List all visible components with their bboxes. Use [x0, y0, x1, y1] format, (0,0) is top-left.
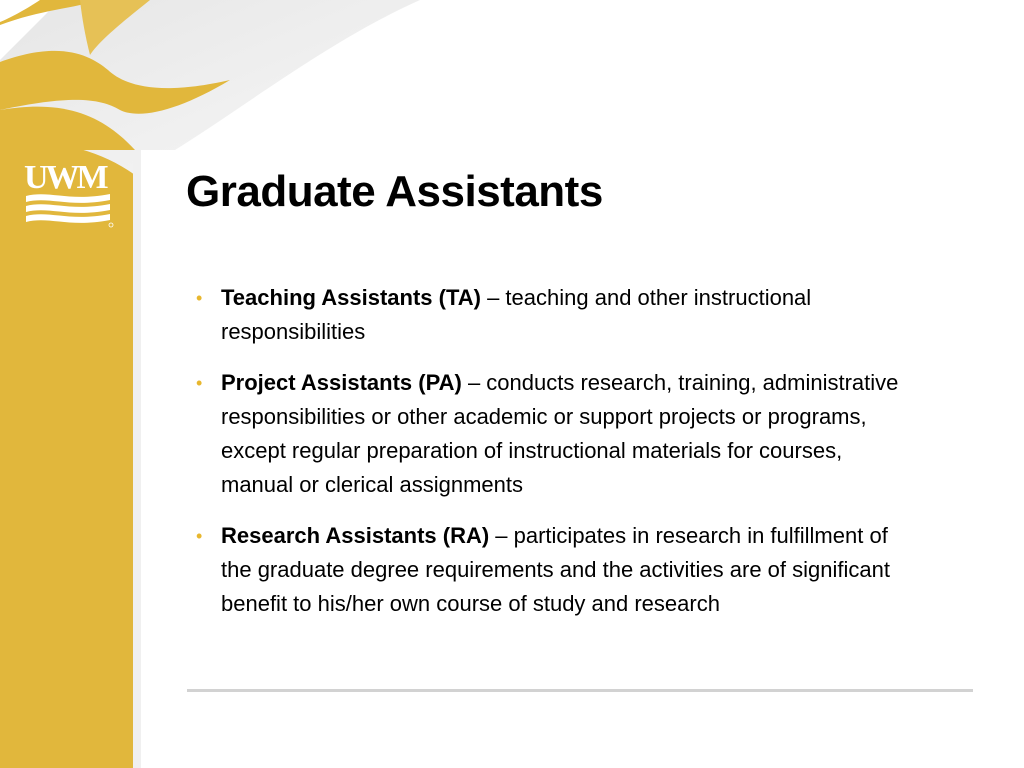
bullet-description: – participates in research in fulfillment of the graduate degree requirements and the activities are of significant benefit to his/her own course of study and research — [221, 523, 890, 616]
bullet-dot-icon: • — [196, 373, 203, 393]
bullet-term: Research Assistants (RA) — [221, 523, 490, 548]
gold-sidebar — [0, 150, 135, 768]
bullet-item-ta — [196, 281, 916, 349]
bullet-item-ra — [196, 519, 916, 621]
uwm-logo-text: UWM — [24, 159, 106, 196]
bullet-list — [196, 281, 916, 638]
bullet-dot-icon: • — [196, 288, 203, 308]
bullet-dot-icon: • — [196, 526, 203, 546]
bullet-term: Teaching Assistants (TA) — [221, 285, 481, 310]
bullet-description: – conducts research, training, administrative responsibilities or other academic or support projects or programs, except regular preparation of instructional materials for courses, manual or clerical assignments — [221, 370, 899, 497]
bullet-item-pa — [196, 366, 916, 502]
bullet-description: – teaching and other instructional responsibilities — [221, 285, 812, 344]
slide-title: Graduate Assistants — [186, 167, 603, 216]
uwm-logo — [24, 158, 116, 228]
bottom-divider — [187, 689, 973, 692]
uwm-logo-mark — [24, 158, 116, 228]
sidebar-edge-shade — [133, 150, 141, 768]
bullet-term: Project Assistants (PA) — [221, 370, 462, 395]
